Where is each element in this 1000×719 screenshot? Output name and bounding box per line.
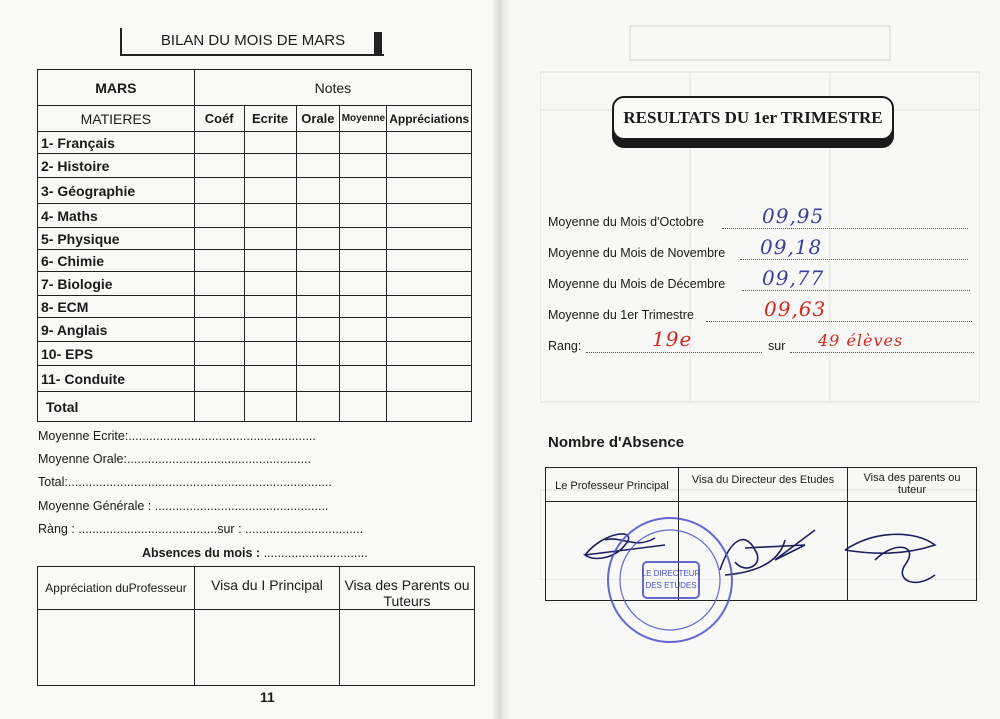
signature-directeur [720, 530, 815, 575]
absence-title: Nombre d'Absence [548, 434, 685, 451]
table-row [38, 272, 472, 296]
subject-cell: 3- Géographie [38, 178, 195, 204]
sig-professeur: Appréciation duProfesseur [38, 567, 195, 610]
sig-parents: Visa des Parents ou Tuteurs [340, 567, 475, 610]
signatures-layer [545, 500, 977, 650]
col-orale: Orale [296, 106, 340, 132]
results-title: RESULTATS DU 1er TRIMESTRE [612, 96, 894, 140]
table-row [38, 318, 472, 342]
total-label: Total [38, 392, 195, 422]
row-novembre-dots [740, 259, 968, 260]
table-row [38, 228, 472, 250]
month-header: MARS [38, 70, 195, 106]
subject-cell: 7- Biologie [38, 272, 195, 296]
sur-value: 49 élèves [818, 331, 904, 350]
table-row [38, 250, 472, 272]
rang-label: Rang: [548, 339, 582, 353]
col-appreciations: Appréciations [387, 106, 472, 132]
row-trimestre-dots [706, 321, 972, 322]
col-coef: Coéf [194, 106, 244, 132]
subject-cell: 8- ECM [38, 296, 195, 318]
row-decembre-label: Moyenne du Mois de Décembre [548, 277, 726, 291]
signature-parents [845, 534, 935, 582]
subjects-header: MATIERES [38, 106, 195, 132]
table-row [38, 132, 472, 154]
table-row [38, 204, 472, 228]
row-octobre-label: Moyenne du Mois d'Octobre [548, 215, 704, 229]
rang-dots [586, 352, 762, 353]
results-banner [612, 96, 894, 148]
notes-header: Notes [194, 70, 471, 106]
svg-text:DES ETUDES: DES ETUDES [645, 581, 697, 590]
grades-table [37, 69, 472, 422]
page-number: 11 [260, 689, 275, 705]
table-row [38, 296, 472, 318]
row-decembre-dots [742, 290, 970, 291]
summary-absences: Absences du mois : .............................. [142, 546, 368, 560]
row-octobre-dots [722, 228, 968, 229]
summary-moyenne-orale: Moyenne Orale:..................................................... [38, 452, 312, 466]
table-row [38, 154, 472, 178]
subject-cell: 5- Physique [38, 228, 195, 250]
row-decembre-value: 09,77 [762, 266, 825, 290]
sig-principal: Visa du I Principal [195, 567, 340, 610]
table-row [38, 366, 472, 392]
summary-moyenne-ecrite: Moyenne Ecrite:...................................................... [38, 429, 316, 443]
subject-cell: 6- Chimie [38, 250, 195, 272]
total-row [38, 392, 472, 422]
row-novembre-value: 09,18 [760, 235, 823, 259]
left-signature-table [37, 566, 475, 686]
row-octobre-value: 09,95 [762, 204, 825, 228]
summary-rang: Ràng : ........................................sur : .................................. [38, 522, 364, 536]
row-trimestre-value: 09,63 [764, 297, 827, 321]
subject-cell: 2- Histoire [38, 154, 195, 178]
col-ecrite: Ecrite [244, 106, 296, 132]
stamp-icon [608, 518, 732, 642]
stamp-text: LE DIRECTEUR [641, 569, 701, 578]
subject-cell: 9- Anglais [38, 318, 195, 342]
row-trimestre-label: Moyenne du 1er Trimestre [548, 308, 694, 322]
col-moyenne: Moyenne [340, 106, 387, 132]
rang-value: 19e [652, 327, 693, 351]
visa-directeur: Visa du Directeur des Etudes [679, 468, 848, 502]
table-row [38, 178, 472, 204]
subject-cell: 1- Français [38, 132, 195, 154]
page-title: BILAN DU MOIS DE MARS [120, 28, 384, 56]
summary-total: Total:............................................................................ [38, 475, 332, 489]
table-row [38, 342, 472, 366]
visa-professeur: Le Professeur Principal [546, 468, 679, 502]
visa-parents: Visa des parents ou tuteur [848, 468, 977, 502]
subject-cell: 11- Conduite [38, 366, 195, 392]
summary-moyenne-generale: Moyenne Générale : .................................................. [38, 499, 329, 513]
book-gutter [493, 0, 509, 719]
subject-cell: 10- EPS [38, 342, 195, 366]
subject-cell: 4- Maths [38, 204, 195, 228]
title-mark [374, 32, 382, 54]
row-novembre-label: Moyenne du Mois de Novembre [548, 246, 726, 260]
sur-dots [790, 352, 974, 353]
sur-label: sur [768, 339, 786, 353]
